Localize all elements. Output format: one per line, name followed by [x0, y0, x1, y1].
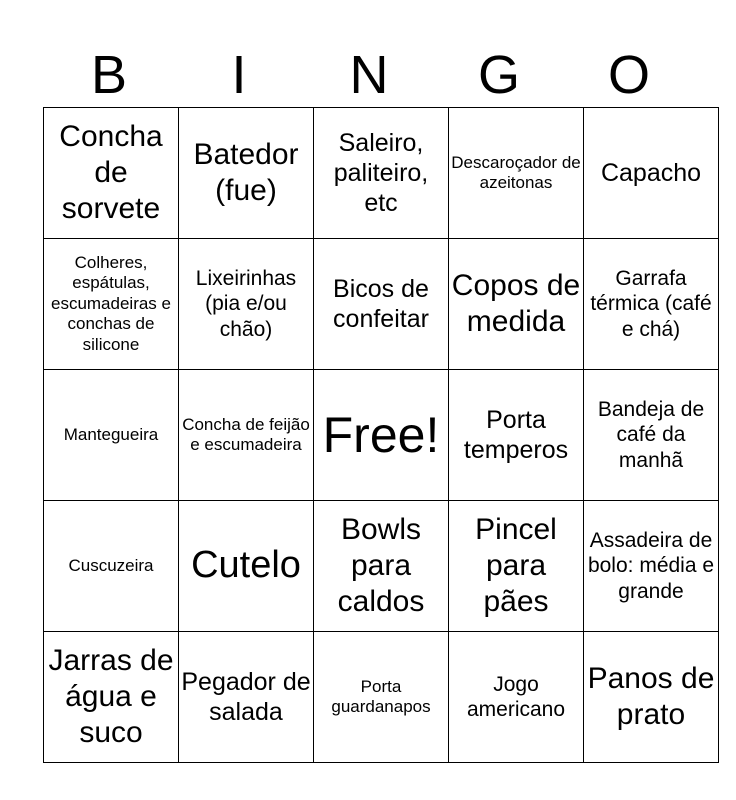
bingo-cell[interactable]: Lixeirinhas (pia e/ou chão) [179, 239, 314, 370]
header-letter-o: O [607, 45, 650, 105]
bingo-cell[interactable]: Pincel para pães [449, 501, 584, 632]
bingo-cell[interactable]: Descaroçador de azeitonas [449, 108, 584, 239]
grid-row [44, 239, 719, 370]
header-letter-i: I [231, 45, 247, 105]
bingo-cell[interactable]: Porta guardanapos [314, 632, 449, 763]
bingo-cell[interactable]: Cutelo [179, 501, 314, 632]
bingo-cell[interactable]: Bicos de confeitar [314, 239, 449, 370]
bingo-cell[interactable]: Garrafa térmica (café e chá) [584, 239, 719, 370]
bingo-cell[interactable]: Concha de feijão e escumadeira [179, 370, 314, 501]
header-letter-b: B [90, 45, 128, 105]
bingo-cell[interactable]: Assadeira de bolo: média e grande [584, 501, 719, 632]
bingo-cell[interactable]: Porta temperos [449, 370, 584, 501]
bingo-cell[interactable]: Bandeja de café da manhã [584, 370, 719, 501]
bingo-cell[interactable]: Batedor (fue) [179, 108, 314, 239]
bingo-cell[interactable]: Saleiro, paliteiro, etc [314, 108, 449, 239]
bingo-header [44, 42, 694, 108]
grid-row [44, 370, 719, 501]
free-cell[interactable]: Free! [314, 370, 449, 501]
bingo-grid [43, 107, 719, 763]
grid-row [44, 108, 719, 239]
header-letter-n: N [349, 45, 389, 105]
bingo-cell[interactable]: Colheres, espátulas, escumadeiras e conchas de silicone [44, 239, 179, 370]
grid-row [44, 501, 719, 632]
bingo-cell[interactable]: Copos de medida [449, 239, 584, 370]
bingo-cell[interactable]: Capacho [584, 108, 719, 239]
header-letter-g: G [477, 45, 520, 105]
bingo-cell[interactable]: Jarras de água e suco [44, 632, 179, 763]
bingo-cell[interactable]: Panos de prato [584, 632, 719, 763]
grid-row [44, 632, 719, 763]
bingo-cell[interactable]: Mantegueira [44, 370, 179, 501]
bingo-cell[interactable]: Pegador de salada [179, 632, 314, 763]
bingo-cell[interactable]: Concha de sorvete [44, 108, 179, 239]
bingo-cell[interactable]: Cuscuzeira [44, 501, 179, 632]
bingo-cell[interactable]: Jogo americano [449, 632, 584, 763]
bingo-cell[interactable]: Bowls para caldos [314, 501, 449, 632]
